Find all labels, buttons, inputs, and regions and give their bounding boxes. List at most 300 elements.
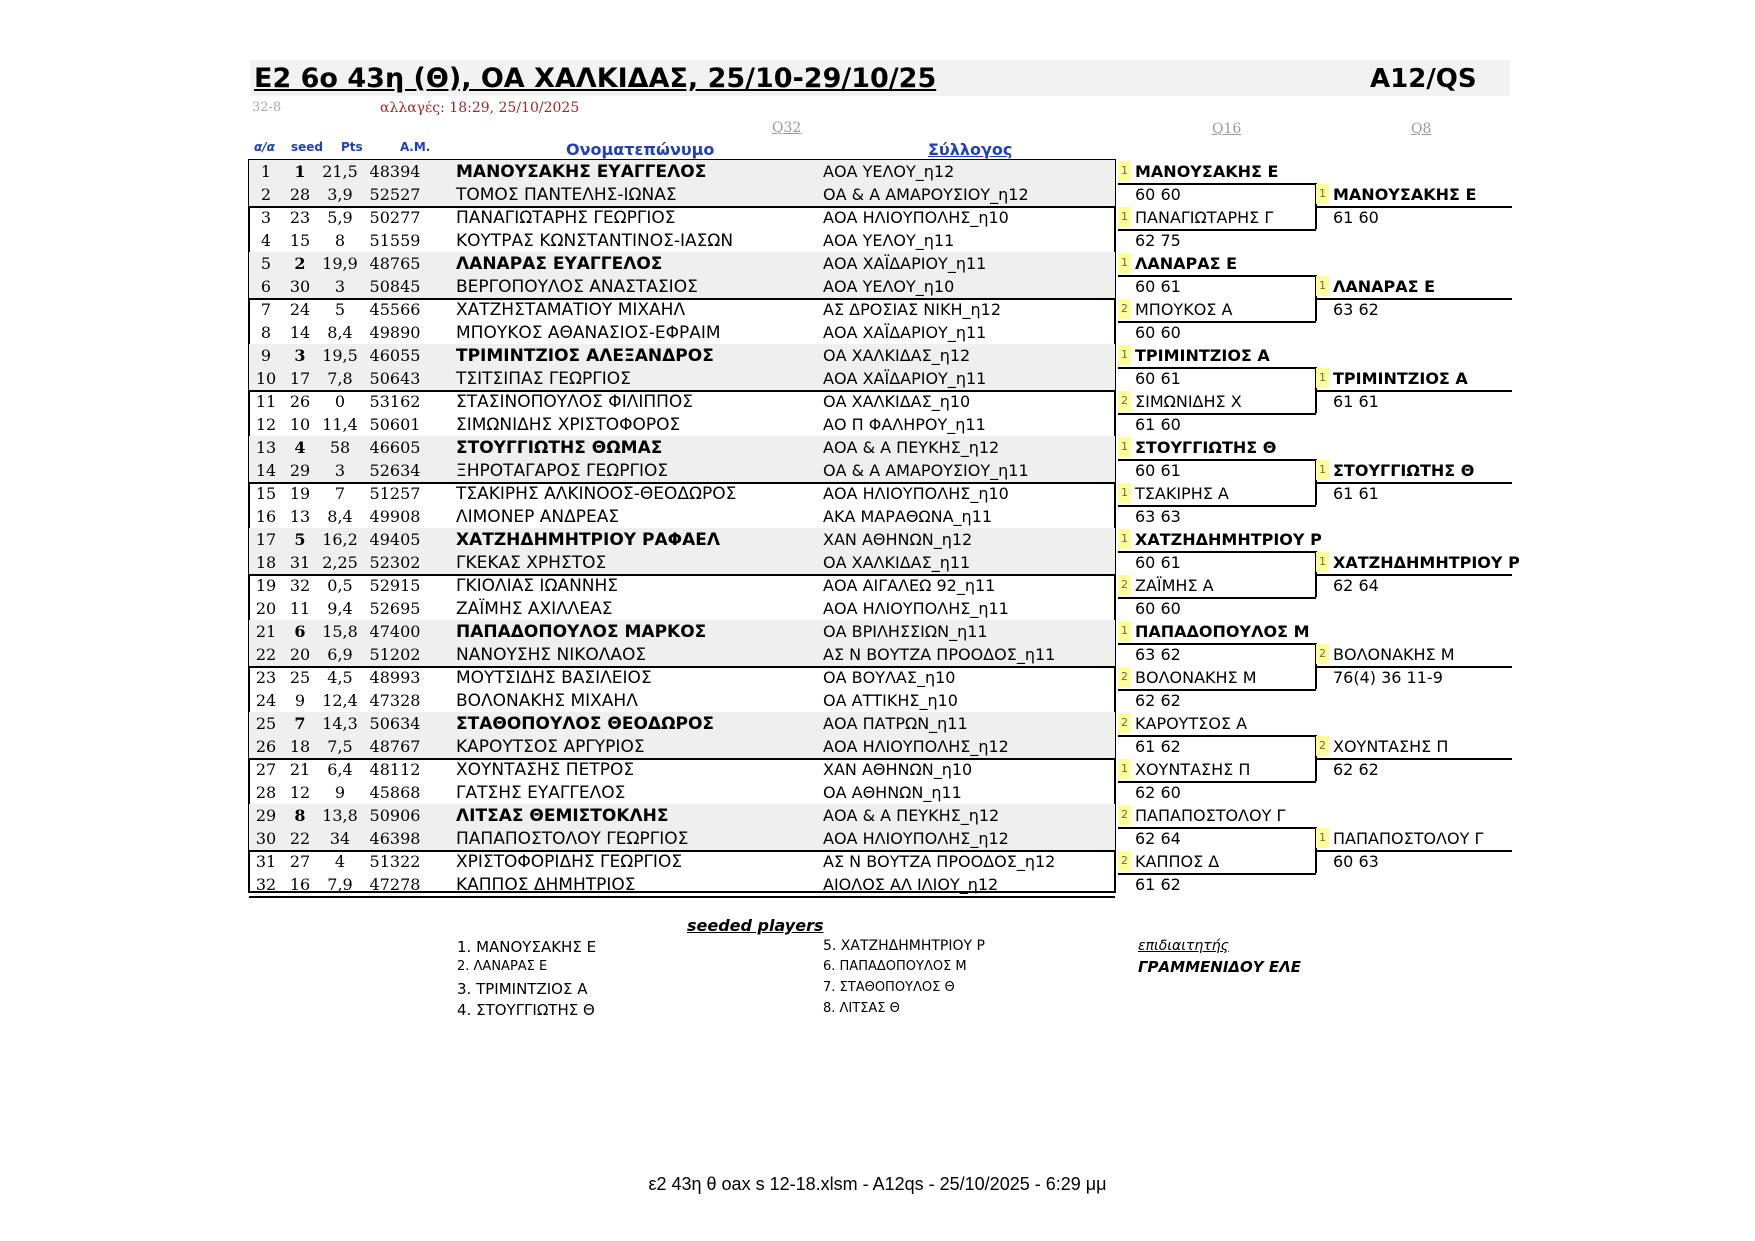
cell-seed: 12: [289, 783, 311, 802]
match-score: 61 62: [1135, 875, 1181, 894]
match-score: 60 61: [1135, 553, 1181, 572]
cell-am: 47328: [369, 691, 421, 710]
cell-seed: 15: [289, 231, 311, 250]
bracket-winner: [1118, 298, 1308, 321]
cell-pts: 4: [334, 852, 346, 871]
cell-name: ΤΟΜΟΣ ΠΑΝΤΕΛΗΣ-ΙΩΝΑΣ: [456, 185, 677, 205]
referee-label: επιδιαιτητής: [1138, 938, 1229, 954]
cell-seed: 5: [294, 530, 306, 549]
table-row: [249, 321, 1115, 346]
table-row: [249, 574, 1115, 597]
cell-seed: 19: [289, 484, 311, 503]
bracket-line: [1118, 459, 1316, 461]
cell-pts: 15,8: [322, 622, 358, 641]
cell-name: ΧΟΥΝΤΑΣΗΣ ΠΕΤΡΟΣ: [456, 760, 635, 780]
table-row: [249, 804, 1115, 827]
winner-position-badge: 2: [1118, 667, 1131, 687]
column-header-name: Ονοματεπώνυμο: [566, 140, 715, 159]
cell-name: ΖΑΪΜΗΣ ΑΧΙΛΛΕΑΣ: [456, 599, 613, 619]
bracket-line: [1316, 482, 1512, 484]
cell-no: 27: [255, 760, 277, 779]
cell-am: 52915: [369, 576, 421, 595]
cell-am: 50906: [369, 806, 421, 825]
table-row: [249, 183, 1115, 208]
bracket-winner: [1118, 436, 1308, 459]
cell-pts: 7,9: [327, 875, 353, 894]
winner-name: ΧΟΥΝΤΑΣΗΣ Π: [1333, 737, 1449, 756]
bracket-line: [1316, 390, 1512, 392]
table-row: [249, 528, 1115, 551]
cell-am: 51322: [369, 852, 421, 871]
cell-am: 52302: [369, 553, 421, 572]
table-row: [249, 482, 1115, 505]
cell-name: ΓΚΕΚΑΣ ΧΡΗΣΤΟΣ: [456, 553, 607, 573]
cell-name: ΧΡΙΣΤΟΦΟΡΙΔΗΣ ΓΕΩΡΓΙΟΣ: [456, 852, 683, 872]
cell-seed: 21: [289, 760, 311, 779]
bracket-line: [1118, 321, 1316, 323]
cell-no: 5: [260, 254, 272, 273]
bracket-winner: [1118, 390, 1308, 413]
table-row: [249, 643, 1115, 668]
cell-name: ΜΟΥΤΣΙΔΗΣ ΒΑΣΙΛΕΙΟΣ: [456, 668, 652, 688]
cell-name: ΓΚΙΟΛΙΑΣ ΙΩΑΝΝΗΣ: [456, 576, 619, 596]
winner-position-badge: 1: [1118, 253, 1131, 273]
bracket-line: [1316, 850, 1512, 852]
match-score: 60 61: [1135, 461, 1181, 480]
cell-am: 52527: [369, 185, 421, 204]
winner-name: ΣΤΟΥΓΓΙΩΤΗΣ Θ: [1135, 438, 1277, 457]
cell-name: ΛΙΜΟΝΕΡ ΑΝΔΡΕΑΣ: [456, 507, 620, 527]
winner-position-badge: 2: [1118, 851, 1131, 871]
cell-pts: 4,5: [327, 668, 353, 687]
cell-club: ΟΑ ΧΑΛΚΙΔΑΣ_η12: [823, 346, 971, 365]
match-score: 60 61: [1135, 277, 1181, 296]
table-row: [249, 873, 1115, 898]
bracket-winner: [1118, 344, 1308, 367]
cell-pts: 34: [329, 829, 351, 848]
cell-am: 48394: [369, 162, 421, 181]
cell-seed: 6: [294, 622, 306, 641]
match-score: 60 60: [1135, 323, 1181, 342]
cell-no: 1: [260, 162, 272, 181]
cell-pts: 11,4: [322, 415, 358, 434]
cell-club: ΑΟΑ ΗΛΙΟΥΠΟΛΗΣ_η11: [823, 599, 1009, 618]
cell-club: ΑΟΑ ΗΛΙΟΥΠΟΛΗΣ_η10: [823, 208, 1009, 227]
winner-position-badge: 1: [1316, 276, 1329, 296]
cell-no: 3: [260, 208, 272, 227]
match-score: 62 60: [1135, 783, 1181, 802]
winner-name: ΛΑΝΑΡΑΣ Ε: [1333, 277, 1436, 296]
cell-seed: 16: [289, 875, 311, 894]
cell-name: ΒΟΛΟΝΑΚΗΣ ΜΙΧΑΗΛ: [456, 691, 638, 711]
cell-name: ΓΑΤΣΗΣ ΕΥΑΓΓΕΛΟΣ: [456, 783, 626, 803]
bracket-line: [1118, 781, 1316, 783]
draw-size: 32-8: [252, 100, 282, 115]
cell-am: 52634: [369, 461, 421, 480]
cell-pts: 19,9: [322, 254, 358, 273]
cell-no: 18: [255, 553, 277, 572]
cell-name: ΣΤΑΘΟΠΟΥΛΟΣ ΘΕΟΔΩΡΟΣ: [456, 714, 715, 734]
cell-am: 50277: [369, 208, 421, 227]
winner-position-badge: 2: [1316, 644, 1329, 664]
cell-club: ΑΟ Π ΦΑΛΗΡΟΥ_η11: [823, 415, 986, 434]
cell-name: ΣΤΟΥΓΓΙΩΤΗΣ ΘΩΜΑΣ: [456, 438, 663, 458]
cell-pts: 14,3: [322, 714, 358, 733]
table-row: [249, 735, 1115, 760]
column-header-seed: seed: [291, 140, 324, 154]
cell-seed: 23: [289, 208, 311, 227]
match-score: 62 64: [1333, 576, 1379, 595]
cell-seed: 10: [289, 415, 311, 434]
match-score: 61 61: [1333, 392, 1379, 411]
winner-name: ΚΑΠΠΟΣ Δ: [1135, 852, 1220, 871]
cell-no: 13: [255, 438, 277, 457]
winner-position-badge: 1: [1118, 529, 1131, 549]
table-row: [249, 459, 1115, 484]
winner-position-badge: 1: [1118, 345, 1131, 365]
cell-pts: 16,2: [322, 530, 358, 549]
winner-position-badge: 2: [1118, 299, 1131, 319]
changes-timestamp: αλλαγές: 18:29, 25/10/2025: [380, 100, 580, 116]
cell-seed: 32: [289, 576, 311, 595]
table-row: [249, 551, 1115, 576]
round-label-q32: Q32: [772, 120, 802, 136]
cell-club: ΟΑ ΒΟΥΛΑΣ_η10: [823, 668, 956, 687]
bracket-winner: [1118, 528, 1322, 551]
bracket-winner: [1316, 459, 1506, 482]
table-row: [249, 206, 1115, 229]
winner-position-badge: 1: [1118, 483, 1131, 503]
bracket-line: [1316, 758, 1512, 760]
cell-seed: 3: [294, 346, 306, 365]
cell-club: ΑΚΑ ΜΑΡΑΘΩΝΑ_η11: [823, 507, 993, 526]
cell-pts: 0: [334, 392, 346, 411]
winner-name: ΚΑΡΟΥΤΣΟΣ Α: [1135, 714, 1248, 733]
cell-name: ΠΑΠΑΔΟΠΟΥΛΟΣ ΜΑΡΚΟΣ: [456, 622, 707, 642]
table-row: [249, 367, 1115, 392]
match-score: 61 61: [1333, 484, 1379, 503]
cell-no: 32: [255, 875, 277, 894]
table-row: [249, 597, 1115, 622]
bracket-line: [1118, 505, 1316, 507]
cell-pts: 2,25: [322, 553, 358, 572]
cell-name: ΠΑΝΑΓΙΩΤΑΡΗΣ ΓΕΩΡΓΙΟΣ: [456, 208, 676, 228]
table-row: [249, 160, 1115, 183]
table-row: [249, 505, 1115, 530]
round-label-q8: Q8: [1411, 121, 1432, 137]
table-row: [249, 620, 1115, 643]
cell-pts: 7,5: [327, 737, 353, 756]
cell-no: 29: [255, 806, 277, 825]
winner-position-badge: 1: [1118, 621, 1131, 641]
bracket-line: [1118, 413, 1316, 415]
winner-name: ΤΡΙΜΙΝΤΖΙΟΣ Α: [1135, 346, 1270, 365]
winner-position-badge: 2: [1118, 391, 1131, 411]
winner-position-badge: 2: [1118, 575, 1131, 595]
bracket-winner: [1118, 666, 1308, 689]
cell-no: 31: [255, 852, 277, 871]
cell-no: 28: [255, 783, 277, 802]
cell-no: 20: [255, 599, 277, 618]
cell-no: 26: [255, 737, 277, 756]
match-score: 62 62: [1135, 691, 1181, 710]
cell-pts: 9: [334, 783, 346, 802]
cell-am: 47278: [369, 875, 421, 894]
cell-no: 10: [255, 369, 277, 388]
bracket-line: [1316, 206, 1512, 208]
cell-seed: 9: [294, 691, 306, 710]
cell-name: ΛΙΤΣΑΣ ΘΕΜΙΣΤΟΚΛΗΣ: [456, 806, 669, 826]
cell-no: 7: [260, 300, 272, 319]
cell-am: 50845: [369, 277, 421, 296]
cell-seed: 31: [289, 553, 311, 572]
cell-club: ΑΣ ΔΡΟΣΙΑΣ ΝΙΚΗ_η12: [823, 300, 1002, 319]
cell-am: 51202: [369, 645, 421, 664]
cell-club: ΑΟΑ ΥΕΛΟΥ_η10: [823, 277, 955, 296]
cell-no: 11: [255, 392, 277, 411]
cell-club: ΟΑ ΧΑΛΚΙΔΑΣ_η10: [823, 392, 971, 411]
match-score: 61 60: [1333, 208, 1379, 227]
table-row: [249, 850, 1115, 873]
winner-name: ΜΑΝΟΥΣΑΚΗΣ Ε: [1333, 185, 1477, 204]
cell-no: 16: [255, 507, 277, 526]
cell-no: 8: [260, 323, 272, 342]
cell-seed: 14: [289, 323, 311, 342]
winner-name: ΠΑΠΑΠΟΣΤΟΛΟΥ Γ: [1333, 829, 1484, 848]
bracket-winner: [1118, 482, 1308, 505]
cell-name: ΜΑΝΟΥΣΑΚΗΣ ΕΥΑΓΓΕΛΟΣ: [456, 162, 707, 182]
cell-club: ΟΑ ΒΡΙΛΗΣΣΙΩΝ_η11: [823, 622, 988, 641]
cell-seed: 13: [289, 507, 311, 526]
bracket-winner: [1118, 712, 1308, 735]
bracket-winner: [1316, 735, 1506, 758]
winner-position-badge: 1: [1316, 460, 1329, 480]
cell-club: ΑΟΑ ΗΛΙΟΥΠΟΛΗΣ_η12: [823, 829, 1009, 848]
cell-no: 17: [255, 530, 277, 549]
cell-pts: 7,8: [327, 369, 353, 388]
cell-pts: 58: [329, 438, 351, 457]
cell-am: 47400: [369, 622, 421, 641]
cell-pts: 3: [334, 461, 346, 480]
winner-position-badge: 1: [1316, 552, 1329, 572]
seed-entry: 7. ΣΤΑΘΟΠΟΥΛΟΣ Θ: [823, 980, 955, 995]
cell-am: 51257: [369, 484, 421, 503]
cell-am: 46055: [369, 346, 421, 365]
cell-am: 48993: [369, 668, 421, 687]
match-score: 62 64: [1135, 829, 1181, 848]
cell-name: ΚΟΥΤΡΑΣ ΚΩΝΣΤΑΝΤΙΝΟΣ-ΙΑΣΩΝ: [456, 231, 734, 251]
cell-club: ΑΟΑ ΗΛΙΟΥΠΟΛΗΣ_η12: [823, 737, 1009, 756]
bracket-winner: [1316, 643, 1506, 666]
cell-no: 19: [255, 576, 277, 595]
cell-club: ΟΑ ΑΘΗΝΩΝ_η11: [823, 783, 962, 802]
cell-seed: 30: [289, 277, 311, 296]
cell-club: ΧΑΝ ΑΘΗΝΩΝ_η10: [823, 760, 973, 779]
bracket-winner: [1118, 620, 1308, 643]
cell-seed: 4: [294, 438, 306, 457]
cell-am: 50634: [369, 714, 421, 733]
match-score: 63 62: [1333, 300, 1379, 319]
table-row: [249, 344, 1115, 367]
cell-pts: 3,9: [327, 185, 353, 204]
bracket-winner: [1316, 827, 1506, 850]
referee-name: ΓΡΑΜΜΕΝΙΔΟΥ ΕΛΕ: [1138, 958, 1301, 976]
winner-position-badge: 1: [1118, 437, 1131, 457]
cell-seed: 27: [289, 852, 311, 871]
bracket-winner: [1316, 367, 1506, 390]
winner-position-badge: 2: [1118, 805, 1131, 825]
match-score: 63 62: [1135, 645, 1181, 664]
winner-name: ΜΠΟΥΚΟΣ Α: [1135, 300, 1233, 319]
winner-name: ΠΑΠΑΠΟΣΤΟΛΟΥ Γ: [1135, 806, 1286, 825]
table-row: [249, 436, 1115, 459]
cell-am: 45868: [369, 783, 421, 802]
bracket-winner: [1118, 206, 1308, 229]
cell-no: 15: [255, 484, 277, 503]
winner-position-badge: 1: [1118, 759, 1131, 779]
cell-no: 30: [255, 829, 277, 848]
cell-pts: 8,4: [327, 323, 353, 342]
seeded-players-title: seeded players: [687, 916, 824, 935]
cell-am: 52695: [369, 599, 421, 618]
cell-name: ΞΗΡΟΤΑΓΑΡΟΣ ΓΕΩΡΓΙΟΣ: [456, 461, 669, 481]
winner-name: ΧΑΤΖΗΔΗΜΗΤΡΙΟΥ Ρ: [1135, 530, 1322, 549]
bracket-line: [1118, 827, 1316, 829]
round-label-q16: Q16: [1212, 121, 1242, 137]
cell-name: ΠΑΠΑΠΟΣΤΟΛΟΥ ΓΕΩΡΓΙΟΣ: [456, 829, 689, 849]
cell-am: 50601: [369, 415, 421, 434]
cell-name: ΤΣΙΤΣΙΠΑΣ ΓΕΩΡΓΙΟΣ: [456, 369, 631, 389]
cell-seed: 18: [289, 737, 311, 756]
winner-name: ΠΑΠΑΔΟΠΟΥΛΟΣ Μ: [1135, 622, 1310, 641]
cell-no: 9: [260, 346, 272, 365]
cell-club: ΑΟΑ & Α ΠΕΥΚΗΣ_η12: [823, 806, 1000, 825]
match-score: 61 60: [1135, 415, 1181, 434]
match-score: 63 63: [1135, 507, 1181, 526]
cell-name: ΛΑΝΑΡΑΣ ΕΥΑΓΓΕΛΟΣ: [456, 254, 663, 274]
cell-name: ΜΠΟΥΚΟΣ ΑΘΑΝΑΣΙΟΣ-ΕΦΡΑΙΜ: [456, 323, 721, 343]
cell-seed: 25: [289, 668, 311, 687]
bracket-line: [1316, 298, 1512, 300]
winner-name: ΤΡΙΜΙΝΤΖΙΟΣ Α: [1333, 369, 1468, 388]
seed-entry: 4. ΣΤΟΥΓΓΙΩΤΗΣ Θ: [457, 1001, 595, 1019]
cell-pts: 12,4: [322, 691, 358, 710]
cell-am: 53162: [369, 392, 421, 411]
winner-name: ΤΣΑΚΙΡΗΣ Α: [1135, 484, 1229, 503]
cell-club: ΟΑ & Α ΑΜΑΡΟΥΣΙΟΥ_η11: [823, 461, 1029, 480]
cell-seed: 28: [289, 185, 311, 204]
cell-am: 50643: [369, 369, 421, 388]
bracket-winner: [1118, 160, 1308, 183]
cell-pts: 6,4: [327, 760, 353, 779]
bracket-line: [1316, 574, 1512, 576]
seed-entry: 5. ΧΑΤΖΗΔΗΜΗΤΡΙΟΥ Ρ: [823, 938, 985, 954]
cell-pts: 3: [334, 277, 346, 296]
cell-seed: 26: [289, 392, 311, 411]
cell-club: ΑΟΑ ΥΕΛΟΥ_η11: [823, 231, 955, 250]
cell-pts: 0,5: [327, 576, 353, 595]
table-row: [249, 252, 1115, 275]
bracket-line: [1118, 551, 1316, 553]
cell-name: ΒΕΡΓΟΠΟΥΛΟΣ ΑΝΑΣΤΑΣΙΟΣ: [456, 277, 698, 297]
winner-name: ΧΟΥΝΤΑΣΗΣ Π: [1135, 760, 1251, 779]
match-score: 60 63: [1333, 852, 1379, 871]
cell-am: 45566: [369, 300, 421, 319]
cell-no: 22: [255, 645, 277, 664]
cell-pts: 6,9: [327, 645, 353, 664]
winner-name: ΜΑΝΟΥΣΑΚΗΣ Ε: [1135, 162, 1279, 181]
winner-name: ΒΟΛΟΝΑΚΗΣ Μ: [1333, 645, 1455, 664]
column-header-pts: Pts: [341, 140, 363, 154]
winner-name: ΛΑΝΑΡΑΣ Ε: [1135, 254, 1238, 273]
cell-club: ΑΣ Ν ΒΟΥΤΖΑ ΠΡΟΟΔΟΣ_η12: [823, 852, 1056, 871]
cell-club: ΑΟΑ ΠΑΤΡΩΝ_η11: [823, 714, 968, 733]
cell-club: ΑΟΑ ΧΑΪΔΑΡΙΟΥ_η11: [823, 369, 987, 388]
bracket-line: [1118, 275, 1316, 277]
cell-seed: 17: [289, 369, 311, 388]
bracket-winner: [1316, 183, 1506, 206]
cell-am: 49908: [369, 507, 421, 526]
bracket-line: [1118, 367, 1316, 369]
bracket-winner: [1316, 551, 1520, 574]
cell-name: ΧΑΤΖΗΣΤΑΜΑΤΙΟΥ ΜΙΧΑΗΛ: [456, 300, 686, 320]
seed-entry: 2. ΛΑΝΑΡΑΣ Ε: [457, 959, 548, 974]
winner-position-badge: 1: [1316, 184, 1329, 204]
cell-am: 49890: [369, 323, 421, 342]
cell-club: ΧΑΝ ΑΘΗΝΩΝ_η12: [823, 530, 973, 549]
cell-club: ΟΑ ΧΑΛΚΙΔΑΣ_η11: [823, 553, 971, 572]
cell-club: ΑΟΑ ΑΙΓΑΛΕΩ 92_η11: [823, 576, 996, 595]
table-row: [249, 229, 1115, 254]
cell-pts: 5: [334, 300, 346, 319]
cell-name: ΚΑΡΟΥΤΣΟΣ ΑΡΓΥΡΙΟΣ: [456, 737, 645, 757]
cell-am: 48765: [369, 254, 421, 273]
cell-am: 48112: [369, 760, 421, 779]
column-header-club: Σύλλογος: [928, 140, 1013, 159]
cell-am: 49405: [369, 530, 421, 549]
cell-club: ΟΑ ΑΤΤΙΚΗΣ_η10: [823, 691, 958, 710]
bracket-line: [1118, 643, 1316, 645]
table-row: [249, 298, 1115, 321]
cell-pts: 19,5: [322, 346, 358, 365]
cell-seed: 8: [294, 806, 306, 825]
footer-filename: ε2 43η θ oax s 12-18.xlsm - A12qs - 25/10/2025 - 6:29 μμ: [648, 1174, 1107, 1194]
cell-no: 4: [260, 231, 272, 250]
cell-am: 48767: [369, 737, 421, 756]
table-row: [249, 275, 1115, 300]
cell-no: 12: [255, 415, 277, 434]
table-row: [249, 666, 1115, 689]
table-row: [249, 781, 1115, 806]
cell-name: ΣΙΜΩΝΙΔΗΣ ΧΡΙΣΤΟΦΟΡΟΣ: [456, 415, 681, 435]
winner-position-badge: 2: [1118, 713, 1131, 733]
cell-pts: 7: [334, 484, 346, 503]
cell-name: ΚΑΠΠΟΣ ΔΗΜΗΤΡΙΟΣ: [456, 875, 636, 895]
table-row: [249, 689, 1115, 714]
cell-seed: 24: [289, 300, 311, 319]
cell-no: 2: [260, 185, 272, 204]
bracket-line: [1118, 229, 1316, 231]
cell-club: ΑΟΑ ΧΑΪΔΑΡΙΟΥ_η11: [823, 323, 987, 342]
cell-club: ΑΟΑ ΗΛΙΟΥΠΟΛΗΣ_η10: [823, 484, 1009, 503]
cell-no: 14: [255, 461, 277, 480]
seed-entry: 6. ΠΑΠΑΔΟΠΟΥΛΟΣ Μ: [823, 959, 967, 974]
table-row: [249, 413, 1115, 438]
winner-name: ΣΤΟΥΓΓΙΩΤΗΣ Θ: [1333, 461, 1475, 480]
table-row: [249, 712, 1115, 735]
cell-am: 46605: [369, 438, 421, 457]
seed-entry: 8. ΛΙΤΣΑΣ Θ: [823, 1001, 900, 1016]
